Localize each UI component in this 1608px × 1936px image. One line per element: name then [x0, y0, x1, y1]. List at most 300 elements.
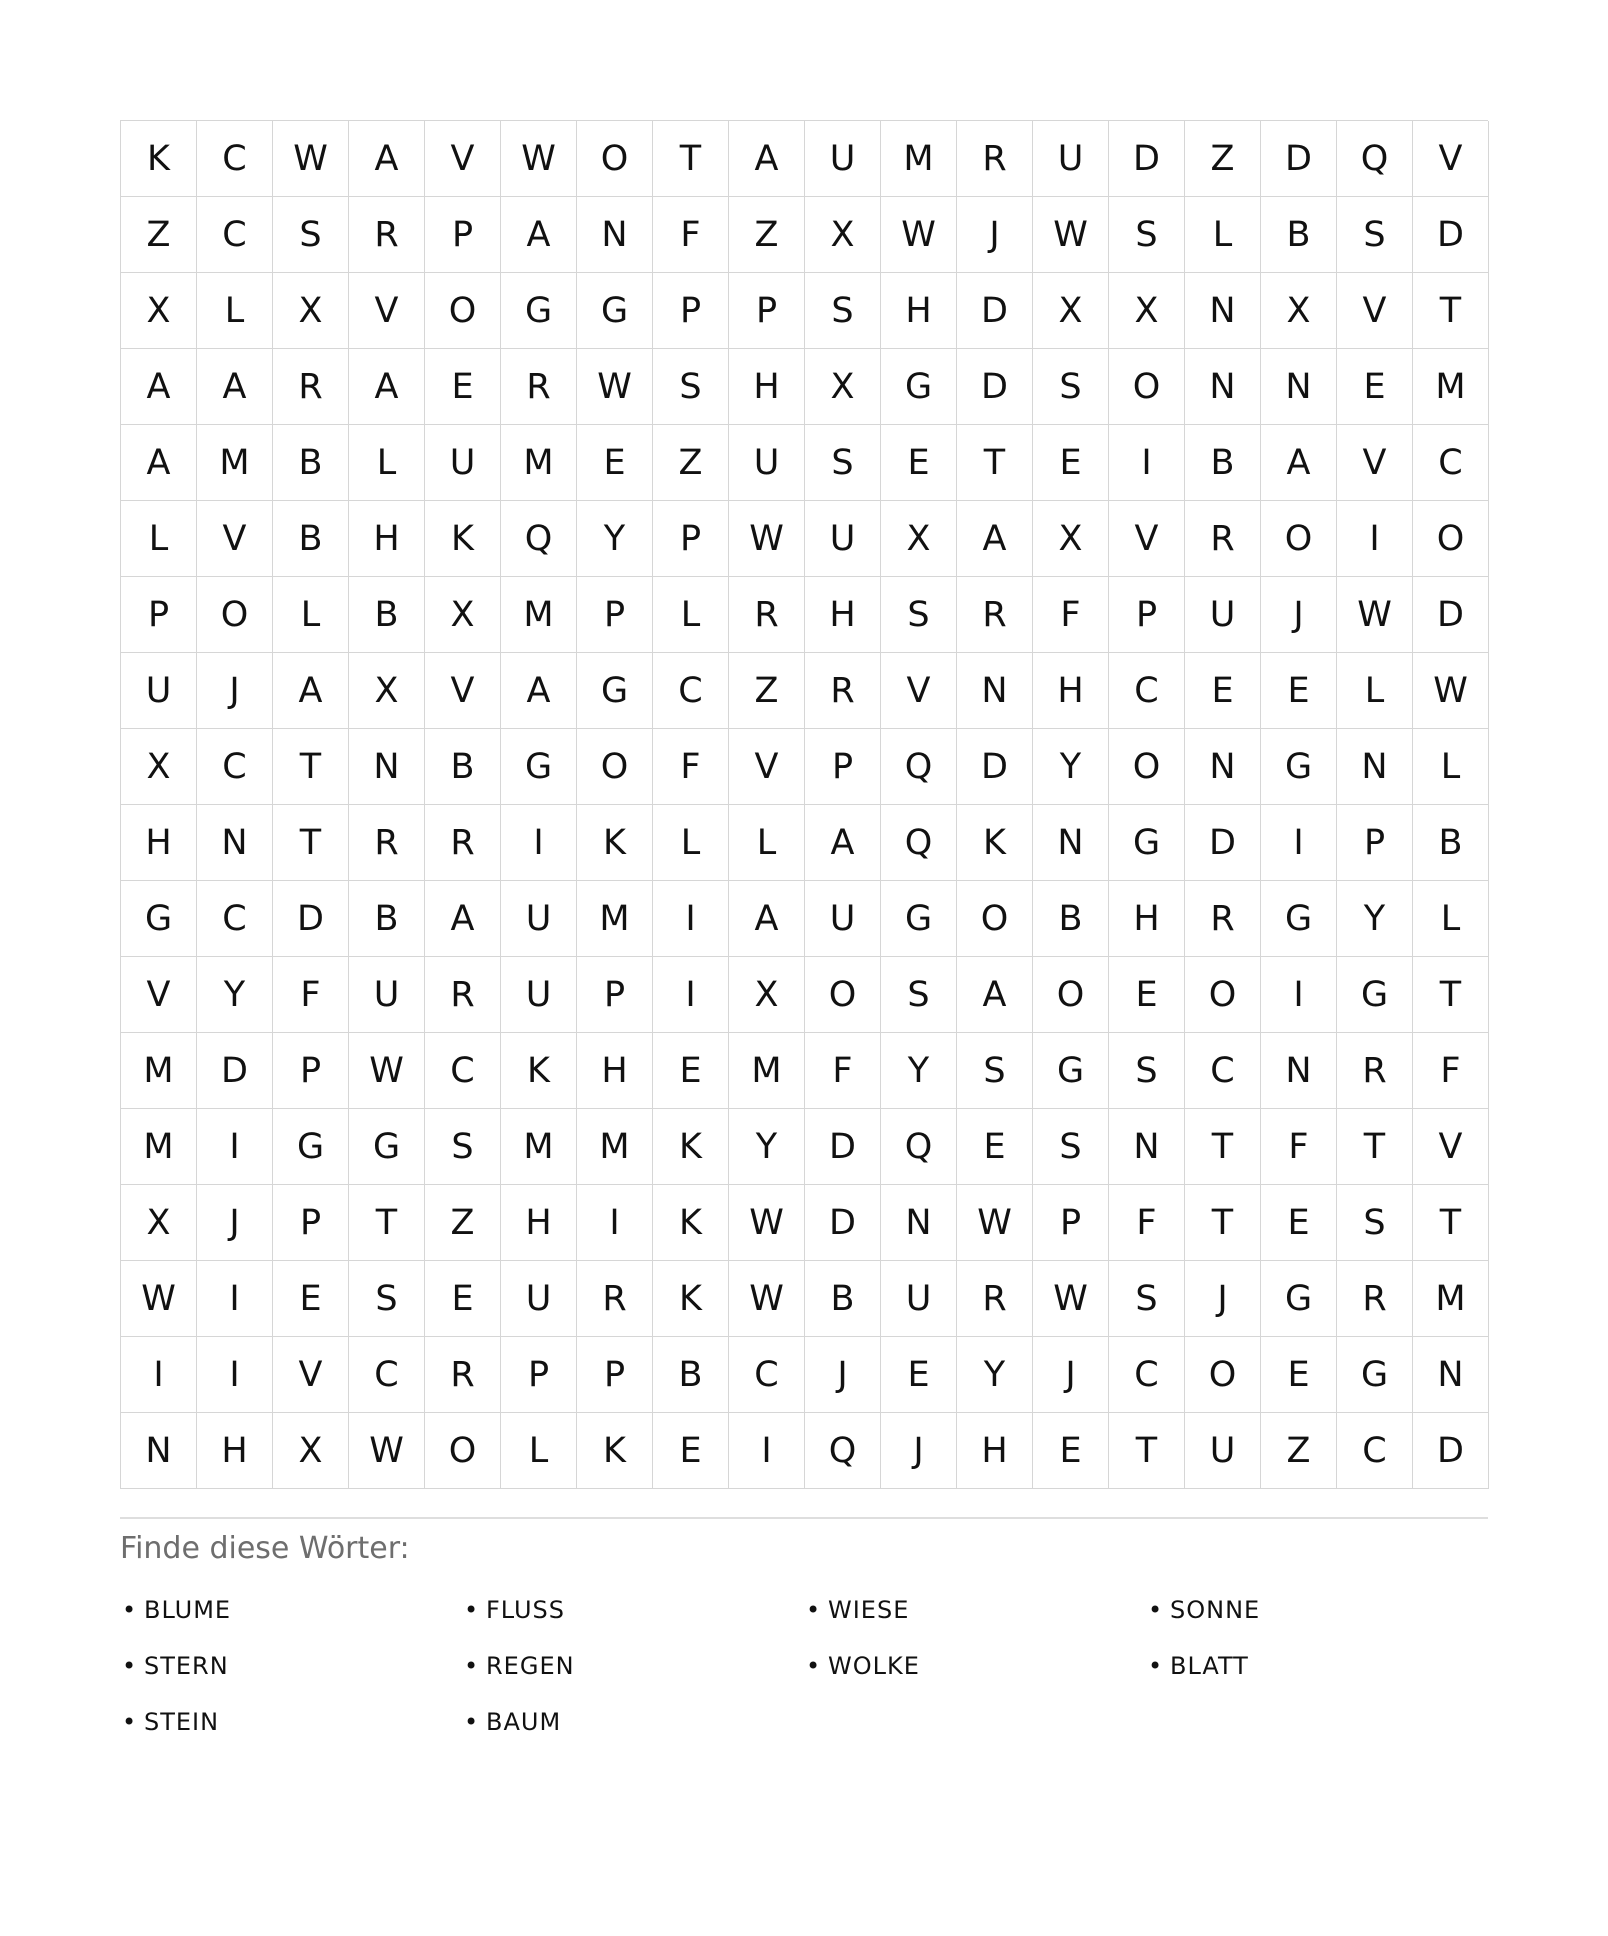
grid-cell[interactable]: R: [349, 805, 425, 881]
grid-cell[interactable]: W: [957, 1185, 1033, 1261]
grid-cell[interactable]: S: [1109, 1261, 1185, 1337]
grid-cell[interactable]: S: [1109, 197, 1185, 273]
grid-cell[interactable]: T: [273, 729, 349, 805]
grid-cell[interactable]: X: [1033, 273, 1109, 349]
grid-cell[interactable]: C: [1185, 1033, 1261, 1109]
grid-cell[interactable]: N: [349, 729, 425, 805]
grid-cell[interactable]: C: [425, 1033, 501, 1109]
grid-cell[interactable]: O: [1109, 729, 1185, 805]
grid-cell[interactable]: V: [729, 729, 805, 805]
grid-cell[interactable]: R: [1185, 501, 1261, 577]
grid-cell[interactable]: L: [1413, 881, 1489, 957]
grid-cell[interactable]: B: [805, 1261, 881, 1337]
grid-cell[interactable]: L: [729, 805, 805, 881]
grid-cell[interactable]: J: [805, 1337, 881, 1413]
grid-cell[interactable]: K: [577, 1413, 653, 1489]
grid-cell[interactable]: N: [1033, 805, 1109, 881]
grid-cell[interactable]: P: [273, 1033, 349, 1109]
grid-cell[interactable]: A: [805, 805, 881, 881]
grid-cell[interactable]: P: [653, 273, 729, 349]
grid-cell[interactable]: D: [1109, 121, 1185, 197]
grid-cell[interactable]: I: [197, 1109, 273, 1185]
grid-cell[interactable]: T: [1185, 1185, 1261, 1261]
grid-cell[interactable]: S: [805, 425, 881, 501]
grid-cell[interactable]: M: [1413, 1261, 1489, 1337]
grid-cell[interactable]: O: [197, 577, 273, 653]
grid-cell[interactable]: Q: [805, 1413, 881, 1489]
grid-cell[interactable]: X: [273, 1413, 349, 1489]
grid-cell[interactable]: U: [501, 1261, 577, 1337]
grid-cell[interactable]: Q: [501, 501, 577, 577]
grid-cell[interactable]: A: [957, 501, 1033, 577]
grid-cell[interactable]: Q: [881, 1109, 957, 1185]
grid-cell[interactable]: V: [425, 121, 501, 197]
grid-cell[interactable]: W: [273, 121, 349, 197]
grid-cell[interactable]: X: [273, 273, 349, 349]
grid-cell[interactable]: G: [501, 273, 577, 349]
grid-cell[interactable]: D: [957, 273, 1033, 349]
grid-cell[interactable]: W: [349, 1413, 425, 1489]
grid-cell[interactable]: N: [577, 197, 653, 273]
grid-cell[interactable]: U: [501, 881, 577, 957]
grid-cell[interactable]: Y: [881, 1033, 957, 1109]
grid-cell[interactable]: A: [273, 653, 349, 729]
grid-cell[interactable]: N: [957, 653, 1033, 729]
grid-cell[interactable]: O: [1033, 957, 1109, 1033]
grid-cell[interactable]: G: [1261, 881, 1337, 957]
grid-cell[interactable]: E: [1033, 425, 1109, 501]
grid-cell[interactable]: Z: [1185, 121, 1261, 197]
grid-cell[interactable]: R: [273, 349, 349, 425]
grid-cell[interactable]: G: [1337, 1337, 1413, 1413]
grid-cell[interactable]: T: [1413, 1185, 1489, 1261]
grid-cell[interactable]: S: [957, 1033, 1033, 1109]
grid-cell[interactable]: Y: [197, 957, 273, 1033]
grid-cell[interactable]: U: [805, 121, 881, 197]
grid-cell[interactable]: T: [273, 805, 349, 881]
grid-cell[interactable]: E: [1337, 349, 1413, 425]
grid-cell[interactable]: B: [1413, 805, 1489, 881]
grid-cell[interactable]: X: [425, 577, 501, 653]
grid-cell[interactable]: Q: [881, 729, 957, 805]
grid-cell[interactable]: O: [1185, 957, 1261, 1033]
grid-cell[interactable]: R: [957, 1261, 1033, 1337]
grid-cell[interactable]: U: [1185, 577, 1261, 653]
grid-cell[interactable]: E: [1109, 957, 1185, 1033]
grid-cell[interactable]: V: [197, 501, 273, 577]
grid-cell[interactable]: C: [349, 1337, 425, 1413]
grid-cell[interactable]: X: [121, 1185, 197, 1261]
grid-cell[interactable]: F: [653, 729, 729, 805]
grid-cell[interactable]: K: [957, 805, 1033, 881]
grid-cell[interactable]: F: [273, 957, 349, 1033]
grid-cell[interactable]: J: [881, 1413, 957, 1489]
grid-cell[interactable]: U: [501, 957, 577, 1033]
grid-cell[interactable]: F: [1109, 1185, 1185, 1261]
grid-cell[interactable]: Q: [881, 805, 957, 881]
grid-cell[interactable]: P: [425, 197, 501, 273]
grid-cell[interactable]: J: [197, 1185, 273, 1261]
grid-cell[interactable]: C: [197, 197, 273, 273]
grid-cell[interactable]: D: [1185, 805, 1261, 881]
grid-cell[interactable]: G: [1109, 805, 1185, 881]
grid-cell[interactable]: N: [1261, 1033, 1337, 1109]
grid-cell[interactable]: F: [805, 1033, 881, 1109]
grid-cell[interactable]: X: [1261, 273, 1337, 349]
grid-cell[interactable]: I: [653, 957, 729, 1033]
grid-cell[interactable]: O: [1109, 349, 1185, 425]
grid-cell[interactable]: I: [1337, 501, 1413, 577]
grid-cell[interactable]: R: [349, 197, 425, 273]
grid-cell[interactable]: F: [1033, 577, 1109, 653]
grid-cell[interactable]: D: [1261, 121, 1337, 197]
grid-cell[interactable]: M: [121, 1109, 197, 1185]
grid-cell[interactable]: T: [1413, 957, 1489, 1033]
grid-cell[interactable]: P: [1109, 577, 1185, 653]
grid-cell[interactable]: J: [1185, 1261, 1261, 1337]
grid-cell[interactable]: G: [881, 881, 957, 957]
grid-cell[interactable]: X: [805, 197, 881, 273]
grid-cell[interactable]: K: [425, 501, 501, 577]
grid-cell[interactable]: P: [729, 273, 805, 349]
grid-cell[interactable]: H: [881, 273, 957, 349]
grid-cell[interactable]: K: [653, 1261, 729, 1337]
grid-cell[interactable]: R: [805, 653, 881, 729]
grid-cell[interactable]: W: [349, 1033, 425, 1109]
grid-cell[interactable]: T: [1413, 273, 1489, 349]
grid-cell[interactable]: U: [1185, 1413, 1261, 1489]
grid-cell[interactable]: H: [1033, 653, 1109, 729]
grid-cell[interactable]: H: [1109, 881, 1185, 957]
grid-cell[interactable]: F: [653, 197, 729, 273]
grid-cell[interactable]: X: [805, 349, 881, 425]
grid-cell[interactable]: X: [729, 957, 805, 1033]
grid-cell[interactable]: O: [1413, 501, 1489, 577]
grid-cell[interactable]: N: [1261, 349, 1337, 425]
grid-cell[interactable]: M: [729, 1033, 805, 1109]
grid-cell[interactable]: H: [577, 1033, 653, 1109]
grid-cell[interactable]: G: [1261, 729, 1337, 805]
grid-cell[interactable]: P: [121, 577, 197, 653]
grid-cell[interactable]: W: [729, 1261, 805, 1337]
grid-cell[interactable]: P: [577, 1337, 653, 1413]
grid-cell[interactable]: I: [197, 1337, 273, 1413]
grid-cell[interactable]: M: [501, 1109, 577, 1185]
grid-cell[interactable]: A: [957, 957, 1033, 1033]
grid-cell[interactable]: R: [501, 349, 577, 425]
grid-cell[interactable]: Y: [729, 1109, 805, 1185]
grid-cell[interactable]: I: [1109, 425, 1185, 501]
grid-cell[interactable]: L: [653, 577, 729, 653]
grid-cell[interactable]: X: [349, 653, 425, 729]
grid-cell[interactable]: N: [1413, 1337, 1489, 1413]
grid-cell[interactable]: C: [197, 729, 273, 805]
grid-cell[interactable]: O: [805, 957, 881, 1033]
grid-cell[interactable]: P: [653, 501, 729, 577]
grid-cell[interactable]: K: [501, 1033, 577, 1109]
grid-cell[interactable]: R: [729, 577, 805, 653]
grid-cell[interactable]: I: [729, 1413, 805, 1489]
grid-cell[interactable]: S: [1033, 1109, 1109, 1185]
grid-cell[interactable]: P: [577, 577, 653, 653]
grid-cell[interactable]: M: [501, 577, 577, 653]
grid-cell[interactable]: H: [957, 1413, 1033, 1489]
grid-cell[interactable]: U: [425, 425, 501, 501]
grid-cell[interactable]: G: [1261, 1261, 1337, 1337]
grid-cell[interactable]: H: [729, 349, 805, 425]
grid-cell[interactable]: G: [577, 273, 653, 349]
grid-cell[interactable]: E: [957, 1109, 1033, 1185]
grid-cell[interactable]: X: [1033, 501, 1109, 577]
grid-cell[interactable]: V: [1337, 425, 1413, 501]
grid-cell[interactable]: H: [501, 1185, 577, 1261]
grid-cell[interactable]: E: [1261, 1185, 1337, 1261]
grid-cell[interactable]: E: [881, 1337, 957, 1413]
grid-cell[interactable]: N: [881, 1185, 957, 1261]
grid-cell[interactable]: M: [577, 881, 653, 957]
grid-cell[interactable]: J: [197, 653, 273, 729]
grid-cell[interactable]: E: [273, 1261, 349, 1337]
grid-cell[interactable]: M: [197, 425, 273, 501]
grid-cell[interactable]: Z: [121, 197, 197, 273]
grid-cell[interactable]: T: [1109, 1413, 1185, 1489]
grid-cell[interactable]: U: [805, 881, 881, 957]
grid-cell[interactable]: X: [121, 273, 197, 349]
grid-cell[interactable]: S: [653, 349, 729, 425]
grid-cell[interactable]: W: [577, 349, 653, 425]
grid-cell[interactable]: B: [349, 577, 425, 653]
grid-cell[interactable]: R: [1337, 1033, 1413, 1109]
grid-cell[interactable]: J: [957, 197, 1033, 273]
grid-cell[interactable]: H: [349, 501, 425, 577]
grid-cell[interactable]: T: [957, 425, 1033, 501]
grid-cell[interactable]: C: [653, 653, 729, 729]
grid-cell[interactable]: C: [1413, 425, 1489, 501]
grid-cell[interactable]: M: [501, 425, 577, 501]
grid-cell[interactable]: D: [197, 1033, 273, 1109]
grid-cell[interactable]: V: [273, 1337, 349, 1413]
grid-cell[interactable]: E: [1261, 1337, 1337, 1413]
grid-cell[interactable]: P: [1033, 1185, 1109, 1261]
grid-cell[interactable]: B: [425, 729, 501, 805]
grid-cell[interactable]: G: [501, 729, 577, 805]
grid-cell[interactable]: O: [577, 121, 653, 197]
grid-cell[interactable]: A: [501, 653, 577, 729]
grid-cell[interactable]: Y: [577, 501, 653, 577]
grid-cell[interactable]: B: [1033, 881, 1109, 957]
grid-cell[interactable]: D: [957, 729, 1033, 805]
grid-cell[interactable]: T: [653, 121, 729, 197]
grid-cell[interactable]: J: [1033, 1337, 1109, 1413]
grid-cell[interactable]: E: [1033, 1413, 1109, 1489]
grid-cell[interactable]: N: [1337, 729, 1413, 805]
grid-cell[interactable]: M: [881, 121, 957, 197]
grid-cell[interactable]: A: [121, 349, 197, 425]
grid-cell[interactable]: R: [1337, 1261, 1413, 1337]
grid-cell[interactable]: G: [577, 653, 653, 729]
grid-cell[interactable]: P: [501, 1337, 577, 1413]
grid-cell[interactable]: J: [1261, 577, 1337, 653]
grid-cell[interactable]: R: [425, 805, 501, 881]
grid-cell[interactable]: W: [881, 197, 957, 273]
grid-cell[interactable]: W: [729, 1185, 805, 1261]
grid-cell[interactable]: L: [197, 273, 273, 349]
grid-cell[interactable]: O: [957, 881, 1033, 957]
grid-cell[interactable]: Z: [653, 425, 729, 501]
grid-cell[interactable]: X: [1109, 273, 1185, 349]
grid-cell[interactable]: Y: [1033, 729, 1109, 805]
grid-cell[interactable]: C: [1109, 1337, 1185, 1413]
grid-cell[interactable]: P: [1337, 805, 1413, 881]
grid-cell[interactable]: I: [653, 881, 729, 957]
grid-cell[interactable]: H: [197, 1413, 273, 1489]
grid-cell[interactable]: G: [881, 349, 957, 425]
grid-cell[interactable]: C: [1337, 1413, 1413, 1489]
grid-cell[interactable]: D: [805, 1109, 881, 1185]
grid-cell[interactable]: B: [1185, 425, 1261, 501]
grid-cell[interactable]: P: [577, 957, 653, 1033]
grid-cell[interactable]: S: [1337, 1185, 1413, 1261]
grid-cell[interactable]: A: [197, 349, 273, 425]
grid-cell[interactable]: Y: [1337, 881, 1413, 957]
grid-cell[interactable]: R: [957, 577, 1033, 653]
grid-cell[interactable]: X: [881, 501, 957, 577]
grid-cell[interactable]: N: [197, 805, 273, 881]
grid-cell[interactable]: U: [1033, 121, 1109, 197]
grid-cell[interactable]: L: [273, 577, 349, 653]
grid-cell[interactable]: C: [1109, 653, 1185, 729]
grid-cell[interactable]: E: [425, 349, 501, 425]
grid-cell[interactable]: Y: [957, 1337, 1033, 1413]
grid-cell[interactable]: W: [121, 1261, 197, 1337]
grid-cell[interactable]: E: [425, 1261, 501, 1337]
grid-cell[interactable]: T: [1337, 1109, 1413, 1185]
grid-cell[interactable]: W: [1033, 197, 1109, 273]
grid-cell[interactable]: S: [881, 957, 957, 1033]
grid-cell[interactable]: L: [121, 501, 197, 577]
grid-cell[interactable]: P: [805, 729, 881, 805]
grid-cell[interactable]: W: [1413, 653, 1489, 729]
grid-cell[interactable]: W: [501, 121, 577, 197]
grid-cell[interactable]: U: [729, 425, 805, 501]
grid-cell[interactable]: I: [121, 1337, 197, 1413]
grid-cell[interactable]: L: [653, 805, 729, 881]
grid-cell[interactable]: V: [1413, 121, 1489, 197]
grid-cell[interactable]: D: [805, 1185, 881, 1261]
grid-cell[interactable]: N: [121, 1413, 197, 1489]
grid-cell[interactable]: I: [501, 805, 577, 881]
grid-cell[interactable]: A: [729, 881, 805, 957]
grid-cell[interactable]: K: [577, 805, 653, 881]
grid-cell[interactable]: E: [653, 1033, 729, 1109]
grid-cell[interactable]: L: [501, 1413, 577, 1489]
grid-cell[interactable]: V: [1109, 501, 1185, 577]
grid-cell[interactable]: B: [653, 1337, 729, 1413]
grid-cell[interactable]: S: [349, 1261, 425, 1337]
grid-cell[interactable]: E: [577, 425, 653, 501]
grid-cell[interactable]: P: [273, 1185, 349, 1261]
grid-cell[interactable]: G: [1337, 957, 1413, 1033]
grid-cell[interactable]: U: [121, 653, 197, 729]
grid-cell[interactable]: M: [121, 1033, 197, 1109]
grid-cell[interactable]: S: [273, 197, 349, 273]
grid-cell[interactable]: K: [653, 1109, 729, 1185]
grid-cell[interactable]: T: [349, 1185, 425, 1261]
grid-cell[interactable]: E: [653, 1413, 729, 1489]
grid-cell[interactable]: R: [957, 121, 1033, 197]
grid-cell[interactable]: Z: [729, 197, 805, 273]
grid-cell[interactable]: W: [1033, 1261, 1109, 1337]
grid-cell[interactable]: I: [1261, 957, 1337, 1033]
grid-cell[interactable]: R: [425, 957, 501, 1033]
grid-cell[interactable]: G: [349, 1109, 425, 1185]
grid-cell[interactable]: F: [1261, 1109, 1337, 1185]
grid-cell[interactable]: R: [577, 1261, 653, 1337]
grid-cell[interactable]: A: [425, 881, 501, 957]
grid-cell[interactable]: K: [653, 1185, 729, 1261]
grid-cell[interactable]: A: [349, 349, 425, 425]
grid-cell[interactable]: O: [1185, 1337, 1261, 1413]
grid-cell[interactable]: U: [349, 957, 425, 1033]
grid-cell[interactable]: G: [1033, 1033, 1109, 1109]
grid-cell[interactable]: O: [1261, 501, 1337, 577]
grid-cell[interactable]: G: [121, 881, 197, 957]
grid-cell[interactable]: B: [273, 425, 349, 501]
grid-cell[interactable]: V: [1337, 273, 1413, 349]
grid-cell[interactable]: A: [1261, 425, 1337, 501]
grid-cell[interactable]: Z: [1261, 1413, 1337, 1489]
grid-cell[interactable]: U: [805, 501, 881, 577]
grid-cell[interactable]: S: [805, 273, 881, 349]
grid-cell[interactable]: W: [1337, 577, 1413, 653]
grid-cell[interactable]: V: [121, 957, 197, 1033]
grid-cell[interactable]: Q: [1337, 121, 1413, 197]
grid-cell[interactable]: E: [1185, 653, 1261, 729]
grid-cell[interactable]: M: [1413, 349, 1489, 425]
grid-cell[interactable]: R: [1185, 881, 1261, 957]
grid-cell[interactable]: E: [881, 425, 957, 501]
grid-cell[interactable]: I: [1261, 805, 1337, 881]
grid-cell[interactable]: A: [349, 121, 425, 197]
grid-cell[interactable]: W: [729, 501, 805, 577]
grid-cell[interactable]: I: [577, 1185, 653, 1261]
grid-cell[interactable]: D: [273, 881, 349, 957]
grid-cell[interactable]: V: [1413, 1109, 1489, 1185]
grid-cell[interactable]: B: [1261, 197, 1337, 273]
grid-cell[interactable]: D: [957, 349, 1033, 425]
grid-cell[interactable]: V: [425, 653, 501, 729]
grid-cell[interactable]: S: [425, 1109, 501, 1185]
grid-cell[interactable]: C: [197, 121, 273, 197]
grid-cell[interactable]: B: [349, 881, 425, 957]
grid-cell[interactable]: E: [1261, 653, 1337, 729]
grid-cell[interactable]: D: [1413, 1413, 1489, 1489]
grid-cell[interactable]: B: [273, 501, 349, 577]
grid-cell[interactable]: U: [881, 1261, 957, 1337]
grid-cell[interactable]: H: [805, 577, 881, 653]
grid-cell[interactable]: Z: [729, 653, 805, 729]
grid-cell[interactable]: Z: [425, 1185, 501, 1261]
grid-cell[interactable]: O: [425, 1413, 501, 1489]
grid-cell[interactable]: M: [577, 1109, 653, 1185]
grid-cell[interactable]: V: [881, 653, 957, 729]
grid-cell[interactable]: L: [349, 425, 425, 501]
grid-cell[interactable]: R: [425, 1337, 501, 1413]
grid-cell[interactable]: D: [1413, 197, 1489, 273]
grid-cell[interactable]: S: [1033, 349, 1109, 425]
grid-cell[interactable]: N: [1185, 349, 1261, 425]
grid-cell[interactable]: N: [1109, 1109, 1185, 1185]
